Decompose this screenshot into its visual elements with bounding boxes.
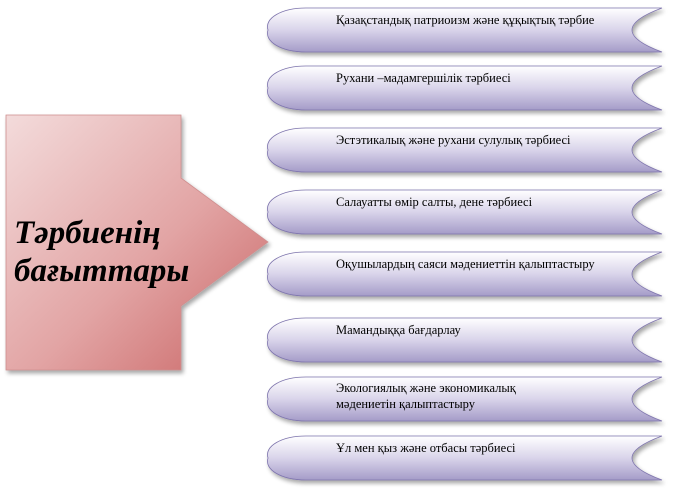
direction-item xyxy=(267,377,662,421)
direction-item-label: Рухани –мадамгершілік тәрбиесі xyxy=(336,71,511,85)
direction-item xyxy=(267,318,662,362)
direction-item-label: Салауатты өмір салты, дене тәрбиесі xyxy=(336,195,533,209)
direction-item xyxy=(267,66,662,110)
direction-item xyxy=(267,8,662,52)
direction-item-label: Қазақстандық патриоизм және құқықтық тәрбие xyxy=(336,13,595,27)
direction-item-label: Экологиялық және экономикалық xyxy=(336,381,516,395)
direction-item-label: Мамандыққа бағдарлау xyxy=(336,323,461,337)
direction-item xyxy=(267,128,662,172)
direction-item xyxy=(267,252,662,296)
direction-item-label: Оқушылардың саяси мәдениеттін қалыптастыру xyxy=(336,257,595,271)
direction-item xyxy=(267,190,662,234)
main-arrow-title-line2: бағыттары xyxy=(14,253,190,289)
direction-item xyxy=(267,436,662,480)
direction-item-label: Ұл мен қыз және отбасы тәрбиесі xyxy=(336,441,516,455)
direction-item-label: Эстэтикалық және рухани сулулық тәрбиесі xyxy=(336,133,571,147)
direction-items-list xyxy=(267,8,662,480)
direction-item-label-line2: мәдениетін қалыптастыру xyxy=(336,397,476,411)
direction-item-shape xyxy=(267,318,662,362)
main-arrow-title-line1: Тәрбиенің xyxy=(14,215,161,251)
